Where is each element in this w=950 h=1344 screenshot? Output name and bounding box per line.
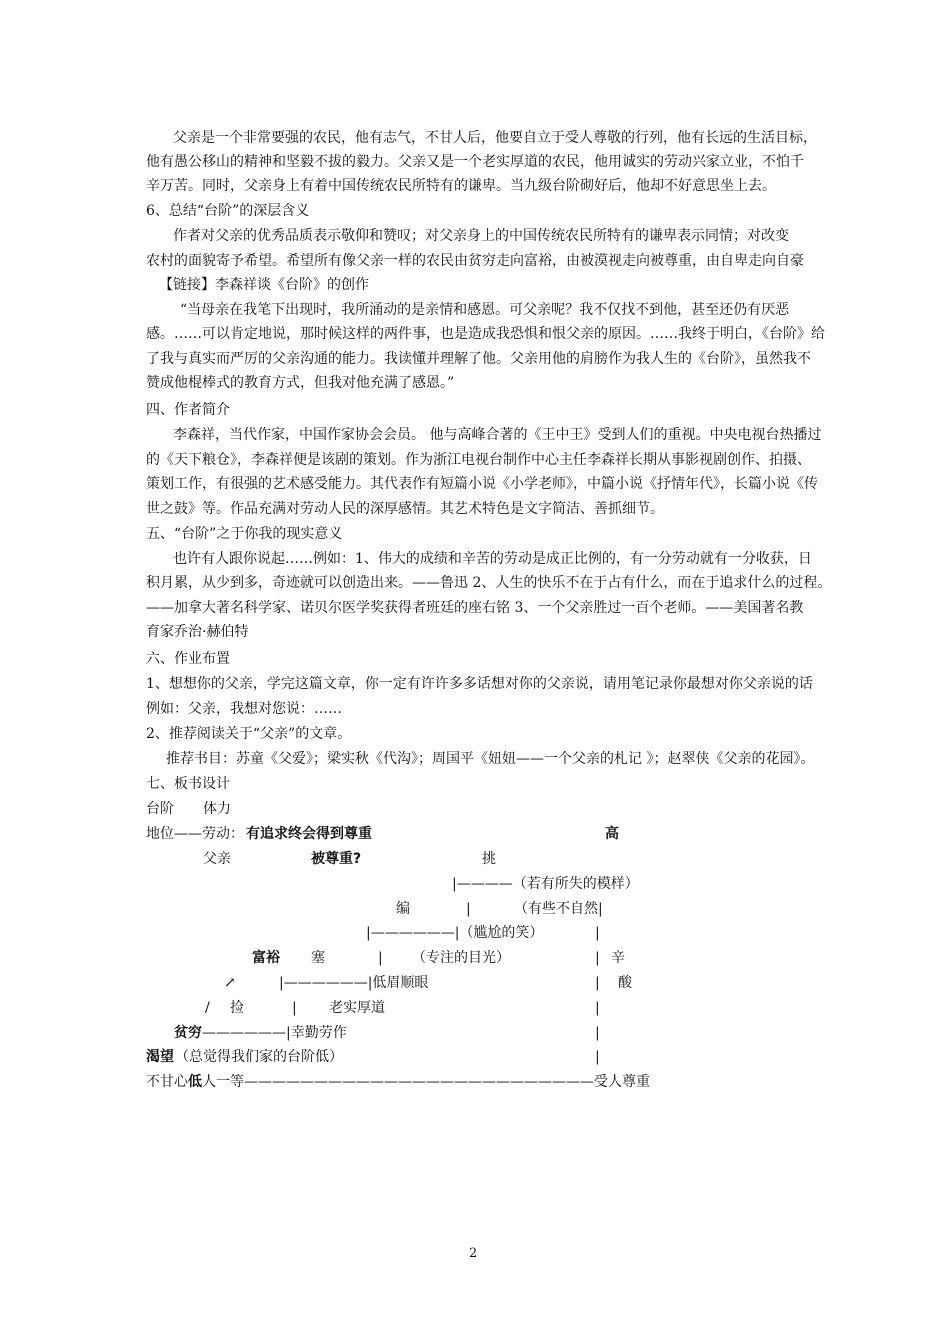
board-text: 地位——劳动： <box>146 826 244 842</box>
board-text: | <box>466 901 471 917</box>
board-text: 父亲 <box>203 851 231 867</box>
paragraph-line: 农村的面貌寄予希望。希望所有像父亲一样的农民由贫穷走向富裕，由被漠视走向被尊重，由自卑走向自豪 <box>146 253 804 269</box>
board-text: | <box>595 925 600 941</box>
quote-line: “当母亲在我笔下出现时，我所涌动的是亲情和感恩。可父亲呢？我不仅找不到他，甚至还仍有厌恶 <box>180 302 790 318</box>
paragraph-line: 也许有人跟你说起……例如：1、伟大的成绩和辛苦的劳动是成正比例的，有一分劳动就有一分收获，日 <box>173 551 812 567</box>
paragraph-line: 世之鼓》等。作品充满对劳动人民的深厚感情。其艺术特色是文字简洁、善抓细节。 <box>146 501 664 517</box>
board-text: ——————|幸勤劳作 <box>202 1025 347 1041</box>
section-heading: 6、总结“台阶”的深层含义 <box>146 203 310 219</box>
board-text: | <box>292 1000 297 1016</box>
board-emphasis: 被尊重? <box>311 851 362 867</box>
board-text: 体力 <box>203 801 231 817</box>
paragraph-line: 例如：父亲，我想对您说：…… <box>146 701 342 717</box>
paragraph-line: 育家乔治·赫伯特 <box>146 624 249 640</box>
link-heading: 【链接】李森祥谈《台阶》的创作 <box>159 277 369 293</box>
board-emphasis: 贫穷 <box>174 1025 202 1041</box>
board-text: 老实厚道 <box>329 1000 385 1016</box>
board-text: 辛 <box>611 950 625 966</box>
section-heading: 七、板书设计 <box>146 776 230 792</box>
board-text: 编 <box>396 901 410 917</box>
page-number: 2 <box>469 1246 478 1261</box>
board-text: 捡 <box>230 1000 244 1016</box>
board-text: 台阶 <box>146 801 174 817</box>
paragraph-line: 策划工作，有很强的艺术感受能力。其代表作有短篇小说《小学老师》，中篇小说《抒情年代》，长篇小说《传 <box>146 476 818 492</box>
board-text: 人一等—————————————————————————受人尊重 <box>202 1074 650 1090</box>
quote-line: 了我与真实而严厉的父亲沟通的能力。我读懂并理解了他。父亲用他的肩膀作为我人生的《台阶》，虽然我不 <box>146 351 811 367</box>
board-text: 不甘心 <box>146 1074 188 1090</box>
board-emphasis: 渴望 <box>146 1049 174 1065</box>
board-text: | <box>378 950 383 966</box>
paragraph-line: ——加拿大著名科学家、诺贝尔医学奖获得者班廷的座右铭 3、一个父亲胜过一百个老师。——美国著名教 <box>146 600 804 616</box>
arrow-icon: ↗ <box>224 975 236 991</box>
board-text: | <box>595 1025 600 1041</box>
paragraph-line: 2、推荐阅读关于“父亲”的文章。 <box>146 726 352 742</box>
board-text: |——————|（尴尬的笑） <box>366 925 544 941</box>
board-text: 酸 <box>618 975 632 991</box>
paragraph-line: 推荐书目：苏童《父爱》；梁实秋《代沟》；周国平《妞妞——一个父亲的札记 》；赵翠侠《父亲的花园》。 <box>166 751 815 767</box>
paragraph-line: 父亲是一个非常要强的农民，他有志气，不甘人后，他要自立于受人尊敬的行列，他有长远的生活目标， <box>173 130 817 146</box>
paragraph-line: 的《天下粮仓》，李森祥便是该剧的策划。作为浙江电视台制作中心主任李森祥长期从事影视剧创作、拍摄、 <box>146 452 811 468</box>
paragraph-line: 作者对父亲的优秀品质表示敬仰和赞叹；对父亲身上的中国传统农民所特有的谦卑表示同情；对改变 <box>173 228 789 244</box>
board-line <box>146 1070 650 1094</box>
board-text: | <box>595 1049 600 1065</box>
board-text: | <box>595 950 600 966</box>
section-heading: 五、“台阶”之于你我的现实意义 <box>146 526 343 542</box>
board-text: | <box>595 1000 600 1016</box>
board-text: |——————|低眉顺眼 <box>279 975 429 991</box>
quote-line: 赞成他棍棒式的教育方式，但我对他充满了感恩。” <box>146 375 455 391</box>
board-emphasis: 有追求终会得到尊重 <box>246 826 372 842</box>
paragraph-line: 辛万苦。同时，父亲身上有着中国传统农民所特有的谦卑。当九级台阶砌好后，他却不好意思坐上去。 <box>146 178 776 194</box>
board-text: （有些不自然| <box>514 901 603 917</box>
board-text: | <box>595 975 600 991</box>
section-heading: 六、作业布置 <box>146 651 230 667</box>
board-emphasis: 低 <box>188 1074 202 1090</box>
board-text: 挑 <box>482 851 496 867</box>
board-text: （总觉得我们家的台阶低） <box>175 1049 343 1065</box>
board-text: |————（若有所失的模样） <box>452 876 639 892</box>
board-emphasis: 富裕 <box>252 950 280 966</box>
paragraph-line: 积月累，从少到多，奇迹就可以创造出来。——鲁迅 2、人生的快乐不在于占有什么，而在于追求什么的过程。 <box>146 575 832 591</box>
board-text: 塞 <box>311 950 325 966</box>
paragraph-line: 李森祥，当代作家，中国作家协会会员。 他与高峰合著的《王中王》受到人们的重视。中央电视台热播过 <box>173 427 822 443</box>
paragraph-line: 他有愚公移山的精神和坚毅不拔的毅力。父亲又是一个老实厚道的农民，他用诚实的劳动兴家立业，不怕千 <box>146 154 804 170</box>
quote-line: 感。……可以肯定地说，那时候这样的两件事，也是造成我恐惧和恨父亲的原因。……我终于明白，《台阶》给 <box>146 326 825 342</box>
board-text: / <box>205 1000 210 1016</box>
board-text: （专注的目光） <box>412 950 510 966</box>
section-heading: 四、作者简介 <box>146 402 230 418</box>
board-emphasis: 高 <box>605 826 619 842</box>
paragraph-line: 1、想想你的父亲，学完这篇文章，你一定有许许多多话想对你的父亲说，请用笔记录你最想对你父亲说的话 <box>146 676 813 692</box>
